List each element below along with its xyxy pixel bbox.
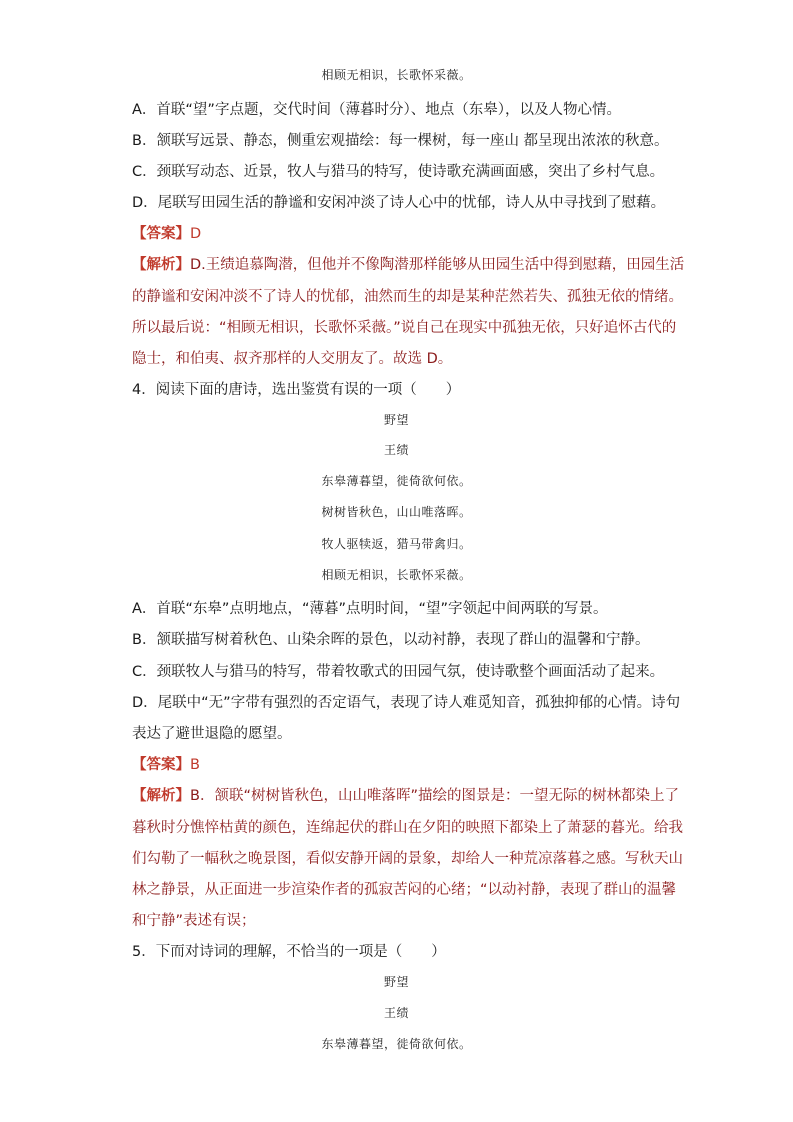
q3-analysis-line: 的静谧和安闲冲淡不了诗人的忧郁，油然而生的却是某种茫然若失、孤独无依的情绪。 (132, 289, 683, 305)
answer-tag: 【答案】 (132, 757, 190, 773)
q3-analysis-line: 所以最后说：“相顾无相识，长歌怀采薇。”说自己在现实中孤独无依，只好追怀古代的 (132, 320, 677, 336)
q4-analysis-line: 和宁静”表述有误； (132, 913, 256, 929)
q3-option-d: D．尾联写田园生活的静谧和安闲冲淡了诗人心中的忧郁，诗人从中寻找到了慰藉。 (132, 195, 666, 211)
q4-option-a: A．首联“东皋”点明地点，“薄暮”点明时间，“望”字领起中间两联的写景。 (132, 601, 608, 617)
q4-option-b: B．颔联描写树着秋色、山染余晖的景色，以动衬静，表现了群山的温馨和宁静。 (132, 632, 650, 648)
q4-option-d: D．尾联中“无”字带有强烈的否定语气，表现了诗人难觅知音，孤独抑郁的心情。诗句 (132, 695, 681, 711)
q3-option-c: C．颈联写动态、近景，牧人与猎马的特写，使诗歌充满画面感，突出了乡村气息。 (132, 164, 665, 180)
q5-stem: 5．下而对诗词的理解，不恰当的一项是（ ） (132, 944, 446, 960)
answer-value: D (190, 226, 202, 242)
q3-option-b: B．颔联写远景、静态，侧重宏观描绘：每一棵树，每一座山 都呈现出浓浓的秋意。 (132, 133, 669, 149)
q4-analysis-line: 们勾勒了一幅秋之晚景图，看似安静开阔的景象，却给人一种荒凉落暮之感。写秋天山 (132, 851, 683, 867)
q4-analysis-line: 暮秋时分憔悴枯黄的颜色，连绵起伏的群山在夕阳的映照下都染上了萧瑟的暮光。给我 (132, 820, 683, 836)
poem-line: 东皋薄暮望，徙倚欲何依。 (321, 1037, 472, 1051)
answer-tag: 【答案】 (132, 226, 190, 242)
q4-option-d-cont: 表达了避世退隐的愿望。 (132, 726, 292, 742)
poem-title: 野望 (383, 975, 409, 989)
poem-line: 相顾无相识，长歌怀采薇。 (321, 568, 472, 582)
q3-answer (132, 222, 201, 243)
q3-analysis-line: 隐士，和伯夷、叔齐那样的人交朋友了。故选 D。 (132, 351, 453, 367)
analysis-tag: 【解析】 (132, 788, 190, 804)
q4-analysis-line: 林之静景，从正面进一步渲染作者的孤寂苦闷的心绪；“以动衬静，表现了群山的温馨 (132, 882, 677, 898)
poem-line: 树树皆秋色，山山唯落晖。 (321, 505, 472, 519)
poem-line: 东皋薄暮望，徙倚欲何依。 (321, 474, 472, 488)
analysis-tag: 【解析】 (132, 257, 190, 273)
poem-line: 相顾无相识，长歌怀采薇。 (321, 68, 472, 82)
q4-answer (132, 753, 200, 774)
answer-value: B (190, 757, 200, 773)
q4-stem: 4．阅读下面的唐诗，选出鉴赏有误的一项（ ） (132, 382, 461, 398)
q3-analysis-line: 【解析】D.王绩追慕陶潜，但他并不像陶潜那样能够从田园生活中得到慰藉，田园生活 (132, 257, 685, 273)
poem-line: 牧人驱犊返，猎马带禽归。 (321, 537, 472, 551)
poem-author: 王绩 (383, 443, 409, 457)
q4-option-c: C．颈联牧人与猎马的特写，带着牧歌式的田园气氛，使诗歌整个画面活动了起来。 (132, 664, 665, 680)
poem-title: 野望 (383, 413, 409, 427)
q4-analysis-line: 【解析】B．颔联“树树皆秋色，山山唯落晖”描绘的图景是：一望无际的树林都染上了 (132, 788, 679, 804)
q3-option-a: A．首联“望”字点题，交代时间（薄暮时分）、地点（东皋），以及人物心情。 (132, 102, 621, 118)
poem-author: 王绩 (383, 1006, 409, 1020)
